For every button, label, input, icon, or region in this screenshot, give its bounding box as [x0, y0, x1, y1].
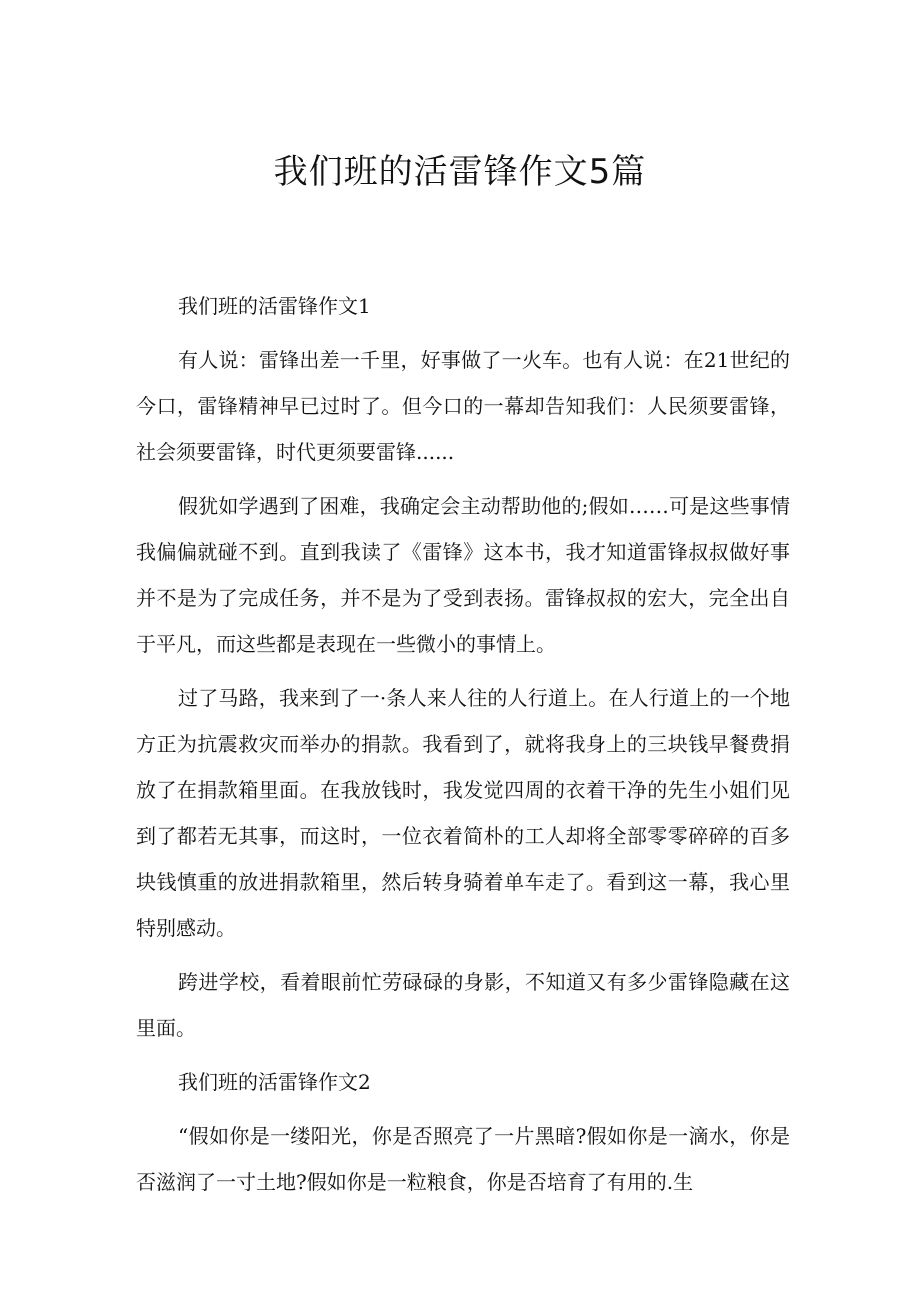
paragraph-1: 有人说：雷锋出差一千里，好事做了一火车。也有人说：在21世纪的今口，雷锋精神早已过时了。但今口的一幕却告知我们：人民须要雷锋，社会须要雷锋，时代更须要雷锋......: [136, 348, 790, 464]
paragraph-2: 假犹如学遇到了困难，我确定会主动帮助他的;假如……可是这些事情我偏偏就碰不到。直到我读了《雷锋》这本书，我才知道雷锋叔叔做好事并不是为了完成任务，并不是为了受到表扬。雷锋叔叔的宏大，完全出自于平凡，而这些都是表现在一些微小的事情上。: [136, 494, 790, 656]
paragraph-4: 跨进学校，看着眼前忙劳碌碌的身影，不知道又有多少雷锋隐藏在这里面。: [136, 970, 790, 1040]
section-heading-1: 我们班的活雷锋作文1: [178, 294, 371, 318]
document-body: [136, 283, 790, 1213]
document-title: 我们班的活雷锋作文5篇: [273, 152, 647, 192]
paragraph-5: “假如你是一缕阳光，你是否照亮了一片黑暗?假如你是一滴水，你是否滋润了一寸土地?假如你是一粒粮食，你是否培育了有用的.生: [136, 1124, 790, 1194]
paragraph-3: 过了马路，我来到了一·条人来人往的人行道上。在人行道上的一个地方正为抗震救灾而举办的捐款。我看到了，就将我身上的三块钱早餐费捐放了在捐款箱里面。在我放钱时，我发觉四周的衣着干净的先生小姐们见到了都若无其事，而这时，一位衣着简朴的工人却将全部零零碎碎的百多块钱慎重的放进捐款箱里，然后转身骑着单车走了。看到这一幕，我心里特别感动。: [136, 686, 790, 940]
section-heading-2: 我们班的活雷锋作文2: [178, 1070, 371, 1094]
